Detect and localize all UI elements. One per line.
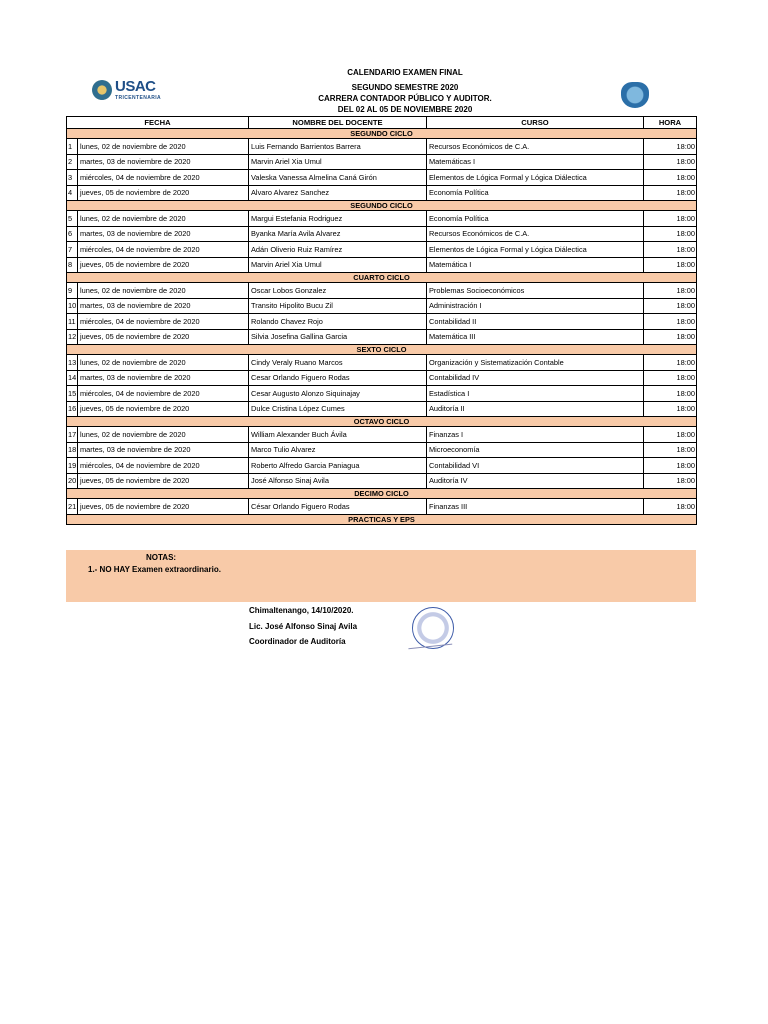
- section-header-row: [67, 273, 697, 283]
- exam-date: lunes, 02 de noviembre de 2020: [78, 139, 249, 155]
- exam-time: 18:00: [644, 370, 697, 386]
- exam-time: 18:00: [644, 427, 697, 443]
- course-name: Auditoría IV: [427, 473, 644, 489]
- exam-time: 18:00: [644, 499, 697, 515]
- course-name: Matemática III: [427, 329, 644, 345]
- row-number: 4: [67, 185, 78, 201]
- row-number: 14: [67, 370, 78, 386]
- row-number: 7: [67, 242, 78, 258]
- table-row: [67, 370, 697, 386]
- course-name: Recursos Económicos de C.A.: [427, 226, 644, 242]
- exam-time: 18:00: [644, 170, 697, 186]
- faculty-crest-logo: [618, 80, 652, 110]
- exam-time: 18:00: [644, 185, 697, 201]
- exam-date: jueves, 05 de noviembre de 2020: [78, 499, 249, 515]
- exam-date: martes, 03 de noviembre de 2020: [78, 226, 249, 242]
- section-title: SEGUNDO CICLO: [67, 201, 697, 211]
- row-number: 13: [67, 355, 78, 371]
- semester-line: SEGUNDO SEMESTRE 2020: [351, 83, 459, 92]
- exam-time: 18:00: [644, 442, 697, 458]
- teacher-name: Cesar Orlando Figuero Rodas: [249, 370, 427, 386]
- course-name: Contabilidad II: [427, 314, 644, 330]
- course-name: Problemas Socioeconómicos: [427, 283, 644, 299]
- course-name: Estadística I: [427, 386, 644, 402]
- row-number: 10: [67, 298, 78, 314]
- teacher-name: Margui Estefania Rodriguez: [249, 211, 427, 227]
- section-header-row: [67, 201, 697, 211]
- teacher-name: Cindy Veraly Ruano Marcos: [249, 355, 427, 371]
- section-header-row: [67, 489, 697, 499]
- row-number: 12: [67, 329, 78, 345]
- col-header-fecha: FECHA: [67, 117, 249, 129]
- row-number: 1: [67, 139, 78, 155]
- col-header-docente: NOMBRE DEL DOCENTE: [249, 117, 427, 129]
- teacher-name: Marvin Ariel Xia Umul: [249, 154, 427, 170]
- section-title: DECIMO CICLO: [67, 489, 697, 499]
- notes-box: [66, 550, 696, 602]
- exam-date: miércoles, 04 de noviembre de 2020: [78, 458, 249, 474]
- section-header-row: [67, 129, 697, 139]
- row-number: 3: [67, 170, 78, 186]
- notes-item: 1.- NO HAY Examen extraordinario.: [88, 565, 221, 574]
- teacher-name: Alvaro Alvarez Sanchez: [249, 185, 427, 201]
- exam-time: 18:00: [644, 154, 697, 170]
- teacher-name: Adán Oliverio Ruiz Ramírez: [249, 242, 427, 258]
- course-name: Administración I: [427, 298, 644, 314]
- exam-date: jueves, 05 de noviembre de 2020: [78, 329, 249, 345]
- table-row: [67, 329, 697, 345]
- exam-schedule-table: [66, 116, 697, 525]
- document-title: CALENDARIO EXAMEN FINAL: [347, 68, 463, 77]
- row-number: 2: [67, 154, 78, 170]
- exam-date: lunes, 02 de noviembre de 2020: [78, 427, 249, 443]
- teacher-name: Marvin Ariel Xia Umul: [249, 257, 427, 273]
- section-title: OCTAVO CICLO: [67, 417, 697, 427]
- place-date: Chimaltenango, 14/10/2020.: [249, 606, 354, 615]
- table-row: [67, 283, 697, 299]
- exam-time: 18:00: [644, 242, 697, 258]
- exam-time: 18:00: [644, 298, 697, 314]
- notes-title: NOTAS:: [146, 553, 177, 562]
- table-row: [67, 185, 697, 201]
- course-name: Recursos Económicos de C.A.: [427, 139, 644, 155]
- teacher-name: César Orlando Figuero Rodas: [249, 499, 427, 515]
- teacher-name: Rolando Chavez Rojo: [249, 314, 427, 330]
- table-row: [67, 427, 697, 443]
- exam-time: 18:00: [644, 139, 697, 155]
- row-number: 5: [67, 211, 78, 227]
- exam-date: lunes, 02 de noviembre de 2020: [78, 211, 249, 227]
- teacher-name: Valeska Vanessa Almelina Caná Girón: [249, 170, 427, 186]
- course-name: Finanzas III: [427, 499, 644, 515]
- exam-date: miércoles, 04 de noviembre de 2020: [78, 170, 249, 186]
- teacher-name: Roberto Alfredo Garcia Paniagua: [249, 458, 427, 474]
- row-number: 20: [67, 473, 78, 489]
- teacher-name: Byanka María Avila Alvarez: [249, 226, 427, 242]
- table-row: [67, 499, 697, 515]
- table-row: [67, 257, 697, 273]
- table-row: [67, 170, 697, 186]
- exam-date: miércoles, 04 de noviembre de 2020: [78, 242, 249, 258]
- course-name: Auditoría II: [427, 401, 644, 417]
- exam-time: 18:00: [644, 386, 697, 402]
- exam-date: lunes, 02 de noviembre de 2020: [78, 283, 249, 299]
- course-name: Microeconomía: [427, 442, 644, 458]
- course-name: Matemáticas I: [427, 154, 644, 170]
- exam-date: jueves, 05 de noviembre de 2020: [78, 185, 249, 201]
- exam-time: 18:00: [644, 257, 697, 273]
- section-title: SEGUNDO CICLO: [67, 129, 697, 139]
- teacher-name: José Alfonso Sinaj Avila: [249, 473, 427, 489]
- row-number: 16: [67, 401, 78, 417]
- exam-date: lunes, 02 de noviembre de 2020: [78, 355, 249, 371]
- crest-shield-icon: [621, 82, 649, 108]
- date-range-line: DEL 02 AL 05 DE NOVIEMBRE 2020: [337, 105, 473, 114]
- exam-time: 18:00: [644, 329, 697, 345]
- exam-date: martes, 03 de noviembre de 2020: [78, 154, 249, 170]
- table-row: [67, 401, 697, 417]
- exam-date: martes, 03 de noviembre de 2020: [78, 370, 249, 386]
- teacher-name: Transito Hipolito Bucu Zil: [249, 298, 427, 314]
- table-row: [67, 139, 697, 155]
- table-row: [67, 355, 697, 371]
- exam-date: miércoles, 04 de noviembre de 2020: [78, 386, 249, 402]
- teacher-name: Oscar Lobos Gonzalez: [249, 283, 427, 299]
- exam-date: jueves, 05 de noviembre de 2020: [78, 257, 249, 273]
- table-row: [67, 442, 697, 458]
- course-name: Contabilidad IV: [427, 370, 644, 386]
- row-number: 17: [67, 427, 78, 443]
- exam-date: martes, 03 de noviembre de 2020: [78, 298, 249, 314]
- exam-date: jueves, 05 de noviembre de 2020: [78, 401, 249, 417]
- section-title: PRACTICAS Y EPS: [67, 514, 697, 524]
- section-header-row: [67, 514, 697, 524]
- teacher-name: William Alexander Buch Ávila: [249, 427, 427, 443]
- teacher-name: Silvia Josefina Gallina Garcia: [249, 329, 427, 345]
- section-title: SEXTO CICLO: [67, 345, 697, 355]
- teacher-name: Marco Tulio Alvarez: [249, 442, 427, 458]
- exam-time: 18:00: [644, 314, 697, 330]
- table-row: [67, 211, 697, 227]
- signer-role: Coordinador de Auditoría: [249, 637, 346, 646]
- table-row: [67, 386, 697, 402]
- table-row: [67, 154, 697, 170]
- row-number: 8: [67, 257, 78, 273]
- section-header-row: [67, 345, 697, 355]
- section-header-row: [67, 417, 697, 427]
- table-row: [67, 242, 697, 258]
- course-name: Matemática I: [427, 257, 644, 273]
- exam-date: miércoles, 04 de noviembre de 2020: [78, 314, 249, 330]
- exam-time: 18:00: [644, 473, 697, 489]
- exam-date: jueves, 05 de noviembre de 2020: [78, 473, 249, 489]
- exam-time: 18:00: [644, 283, 697, 299]
- row-number: 19: [67, 458, 78, 474]
- usac-logo-subtext: TRICENTENARIA: [115, 95, 162, 101]
- usac-seal-icon: [92, 80, 112, 100]
- table-row: [67, 473, 697, 489]
- exam-time: 18:00: [644, 401, 697, 417]
- table-row: [67, 314, 697, 330]
- usac-logo-text: USAC: [115, 78, 156, 95]
- career-line: CARRERA CONTADOR PÚBLICO Y AUDITOR.: [318, 94, 492, 103]
- row-number: 6: [67, 226, 78, 242]
- signer-name: Lic. José Alfonso Sinaj Avila: [249, 622, 358, 631]
- teacher-name: Cesar Augusto Alonzo Siquinajay: [249, 386, 427, 402]
- exam-time: 18:00: [644, 211, 697, 227]
- table-row: [67, 458, 697, 474]
- col-header-curso: CURSO: [427, 117, 644, 129]
- teacher-name: Luis Fernando Barrientos Barrera: [249, 139, 427, 155]
- row-number: 9: [67, 283, 78, 299]
- usac-logo: [92, 78, 162, 104]
- row-number: 18: [67, 442, 78, 458]
- course-name: Economía Política: [427, 211, 644, 227]
- course-name: Organización y Sistematización Contable: [427, 355, 644, 371]
- teacher-name: Dulce Cristina López Cumes: [249, 401, 427, 417]
- col-header-hora: HORA: [644, 117, 697, 129]
- row-number: 11: [67, 314, 78, 330]
- course-name: Finanzas I: [427, 427, 644, 443]
- row-number: 15: [67, 386, 78, 402]
- course-name: Economía Política: [427, 185, 644, 201]
- exam-date: martes, 03 de noviembre de 2020: [78, 442, 249, 458]
- table-row: [67, 226, 697, 242]
- course-name: Elementos de Lógica Formal y Lógica Diálectica: [427, 170, 644, 186]
- exam-time: 18:00: [644, 458, 697, 474]
- table-body: [67, 129, 697, 525]
- table-header-row: [67, 117, 697, 129]
- exam-time: 18:00: [644, 355, 697, 371]
- course-name: Contabilidad VI: [427, 458, 644, 474]
- row-number: 21: [67, 499, 78, 515]
- section-title: CUARTO CICLO: [67, 273, 697, 283]
- table-row: [67, 298, 697, 314]
- course-name: Elementos de Lógica Formal y Lógica Diálectica: [427, 242, 644, 258]
- exam-time: 18:00: [644, 226, 697, 242]
